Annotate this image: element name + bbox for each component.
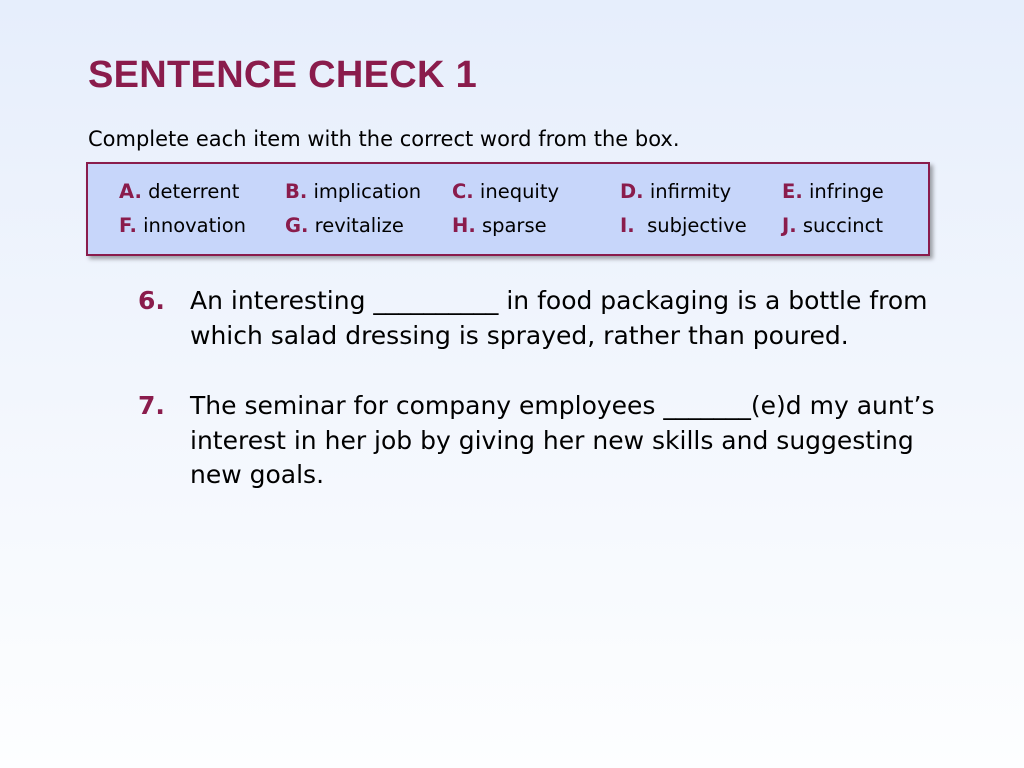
word-letter: D. [620, 180, 644, 203]
question-list [138, 284, 938, 529]
word-option-e [782, 180, 884, 203]
question-item-6 [138, 284, 938, 353]
word-option-f [119, 214, 246, 237]
question-number: 7. [138, 391, 165, 420]
word-text: infringe [808, 180, 884, 203]
word-box [86, 162, 930, 256]
word-option-d [620, 180, 731, 203]
word-option-g [285, 214, 404, 237]
instructions-text: Complete each item with the correct word from the box. [88, 127, 680, 151]
question-item-7 [138, 389, 938, 493]
word-text: subjective [640, 214, 747, 237]
word-letter: H. [452, 214, 476, 237]
word-option-h [452, 214, 547, 237]
word-letter: G. [285, 214, 309, 237]
page-title: SENTENCE CHECK 1 [88, 54, 478, 96]
word-letter: A. [119, 180, 142, 203]
word-text: sparse [481, 214, 547, 237]
word-letter: J. [782, 214, 797, 237]
word-text: implication [313, 180, 422, 203]
word-option-c [452, 180, 559, 203]
word-letter: I. [620, 214, 635, 237]
word-text: revitalize [314, 214, 404, 237]
word-letter: F. [119, 214, 137, 237]
word-letter: B. [285, 180, 308, 203]
word-letter: C. [452, 180, 474, 203]
word-letter: E. [782, 180, 803, 203]
question-text: The seminar for company employees _______(e)d my aunt’s interest in her job by giving her new skills and suggesting new goals. [190, 391, 935, 489]
word-option-a [119, 180, 239, 203]
question-text: An interesting __________ in food packaging is a bottle from which salad dressing is sprayed, rather than poured. [190, 286, 928, 350]
word-option-i [620, 214, 747, 237]
word-text: deterrent [148, 180, 240, 203]
question-number: 6. [138, 286, 165, 315]
word-text: infirmity [649, 180, 732, 203]
word-text: succinct [802, 214, 883, 237]
word-text: inequity [479, 180, 560, 203]
word-option-b [285, 180, 421, 203]
word-text: innovation [143, 214, 246, 237]
word-option-j [782, 214, 883, 237]
